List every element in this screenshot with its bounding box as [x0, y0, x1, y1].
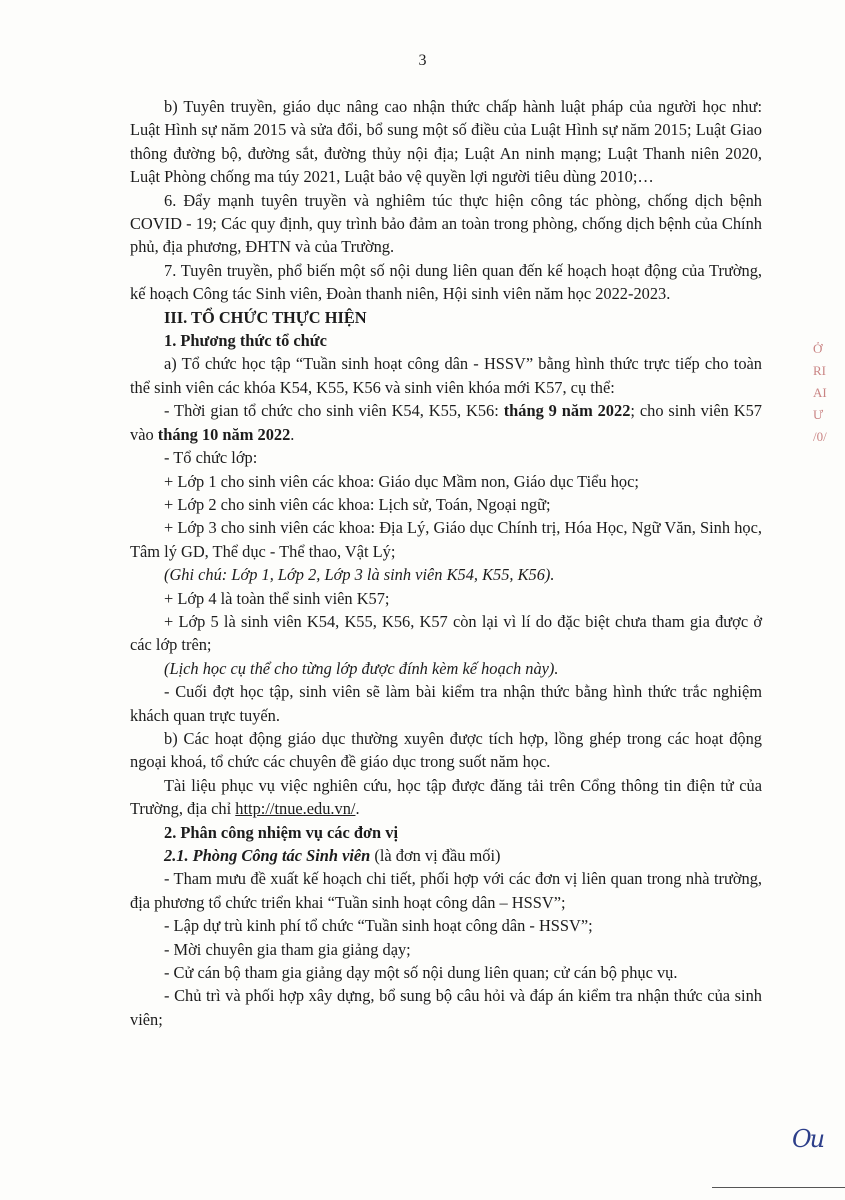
paragraph-regular-activities: b) Các hoạt động giáo dục thường xuyên được tích hợp, lồng ghép trong các hoạt động ngoại khoá, tổ chức các chuyên đề giáo dục trong suốt năm học.	[130, 728, 762, 772]
task-assign-staff: - Cử cán bộ tham gia giảng dạy một số nội dung liên quan; cử cán bộ phục vụ.	[164, 963, 678, 983]
margin-mark: AI	[813, 385, 827, 400]
list-item-class-5: + Lớp 5 là sinh viên K54, K55, K56, K57 còn lại vì lí do đặc biệt chưa tham gia được ở các lớp trên;	[130, 611, 762, 655]
list-item-class-1: + Lớp 1 cho sinh viên các khoa: Giáo dục Mầm non, Giáo dục Tiểu học;	[164, 471, 639, 491]
margin-mark: Ư	[813, 407, 824, 422]
task-question-bank: - Chủ trì và phối hợp xây dựng, bổ sung bộ câu hỏi và đáp án kiểm tra nhận thức của sinh viên;	[130, 986, 762, 1029]
list-item-class-3: + Lớp 3 cho sinh viên các khoa: Địa Lý, Giáo dục Chính trị, Hóa Học, Ngữ Văn, Sinh học, Tâm lý GD, Thể dục - Thể thao, Vật Lý;	[130, 518, 762, 561]
task-invite-experts: - Mời chuyên gia tham gia giảng dạy;	[164, 939, 411, 959]
document-body	[130, 95, 762, 1031]
note-schedule-attached: (Lịch học cụ thể cho từng lớp được đính kèm kế hoạch này).	[164, 658, 559, 678]
margin-mark: RI	[813, 363, 826, 378]
paragraph-covid: 6. Đẩy mạnh tuyên truyền và nghiêm túc thực hiện công tác phòng, chống dịch bệnh COVID - 19; Các quy định, quy trình bảo đảm an toàn trong phòng, chống dịch bệnh của Chính phủ, địa phương, ĐHTN và của Trường.	[130, 190, 762, 257]
heading-task-assignment: 2. Phân công nhiệm vụ các đơn vị	[164, 822, 399, 842]
paragraph-materials	[130, 774, 762, 821]
materials-text-end: .	[355, 799, 360, 819]
margin-mark: /0/	[813, 429, 827, 444]
list-item-class-4: + Lớp 4 là toàn thể sinh viên K57;	[164, 588, 390, 608]
list-item-class-2: + Lớp 2 cho sinh viên các khoa: Lịch sử, Toán, Ngoại ngữ;	[164, 494, 551, 514]
page-number: 3	[418, 52, 427, 69]
initials-signature: Ou	[792, 1125, 824, 1153]
schedule-text-3: .	[290, 424, 295, 444]
note-classes: (Ghi chú: Lớp 1, Lớp 2, Lớp 3 là sinh viên K54, K55, K56).	[164, 565, 555, 585]
paragraph-final-test: - Cuối đợt học tập, sinh viên sẽ làm bài kiểm tra nhận thức bằng hình thức trắc nghiệm khách quan trực tuyến.	[130, 682, 762, 725]
schedule-date-1: tháng 9 năm 2022	[503, 401, 631, 421]
paragraph-law-education: b) Tuyên truyền, giáo dục nâng cao nhận thức chấp hành luật pháp của người học như: Luật Hình sự năm 2015 và sửa đổi, bổ sung một số điều của Luật Hình sự năm 2015; Luật Giao thông đường bộ, đường sắt, đường thủy nội địa; Luật An ninh mạng; Luật Thanh niên 2020, Luật Phòng chống ma túy 2021, Luật bảo vệ quyền lợi người tiêu dùng 2010;…	[130, 97, 762, 187]
paragraph-plan-dissemination: 7. Tuyên truyền, phổ biến một số nội dung liên quan đến kế hoạch hoạt động của Trường, kế hoạch Công tác Sinh viên, Đoàn thanh niên, Hội sinh viên năm học 2022-2023.	[130, 260, 762, 304]
margin-stamp-fragment	[813, 338, 845, 448]
footer-rule	[712, 1187, 845, 1188]
schedule-date-2: tháng 10 năm 2022	[157, 424, 291, 444]
heading-organization-method: 1. Phương thức tổ chức	[164, 331, 327, 351]
materials-text: Tài liệu phục vụ việc nghiên cứu, học tập được đăng tải trên Cổng thông tin điện tử của Trường, địa chỉ	[130, 775, 762, 819]
paragraph-organize-study: a) Tổ chức học tập “Tuần sinh hoạt công dân - HSSV” bằng hình thức trực tiếp cho toàn thể sinh viên các khóa K54, K55, K56 và sinh viên khóa mới K57, cụ thể:	[130, 354, 762, 397]
paragraph-schedule	[130, 399, 762, 446]
student-affairs-note: (là đơn vị đầu mối)	[370, 846, 501, 865]
section-heading-implementation: III. TỔ CHỨC THỰC HIỆN	[164, 307, 367, 327]
task-budget: - Lập dự trù kinh phí tổ chức “Tuần sinh hoạt công dân - HSSV”;	[164, 916, 593, 936]
margin-mark: Ở	[813, 341, 823, 356]
task-advise-plan: - Tham mưu đề xuất kế hoạch chi tiết, phối hợp với các đơn vị liên quan trong nhà trường, địa phương tổ chức triển khai “Tuần sinh hoạt công dân – HSSV”;	[130, 869, 762, 912]
paragraph-class-org: - Tổ chức lớp:	[164, 448, 258, 468]
schedule-text-1: - Thời gian tổ chức cho sinh viên K54, K55, K56:	[164, 401, 504, 421]
student-affairs-title: 2.1. Phòng Công tác Sinh viên	[164, 846, 371, 865]
schedule-text-2: ; cho sinh viên K57 vào	[130, 401, 762, 444]
heading-student-affairs	[130, 844, 762, 867]
website-link[interactable]: http://tnue.edu.vn/	[235, 799, 356, 819]
